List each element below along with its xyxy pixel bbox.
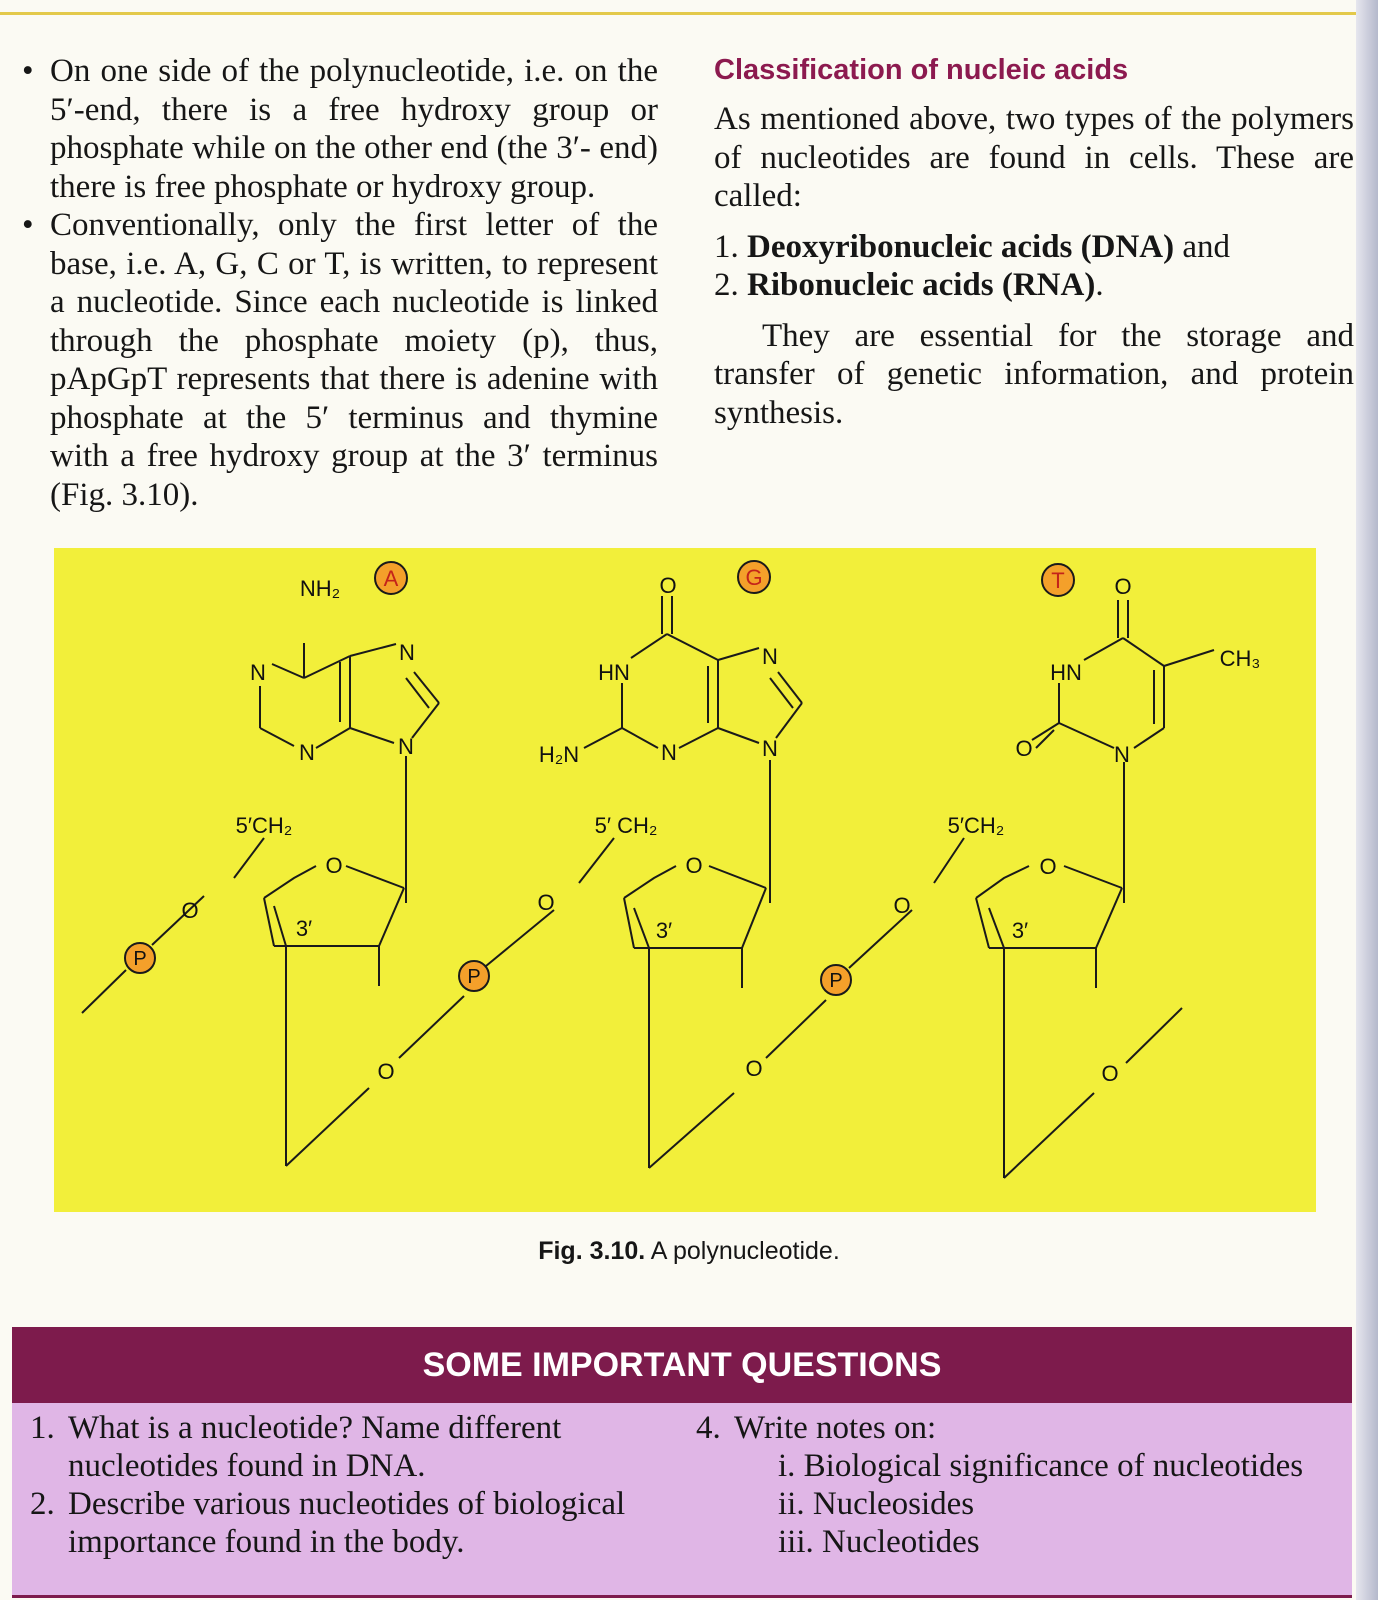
phosphate-label: P [133, 948, 147, 970]
c3-label: 3′ [655, 918, 673, 943]
atom-label: HN [1050, 660, 1082, 685]
list-item: 2. Ribonucleic acids (RNA). [714, 267, 1104, 303]
question-item: 1. What is a nucleotide? Name different [30, 1410, 562, 1446]
intro-paragraph: As mentioned above, two types of the polymers of nucleotides are found in cells. These are called: [714, 101, 1354, 214]
base-letter: T [1051, 568, 1065, 593]
bullet-item: • On one side of the polynucleotide, i.e. on the 5′-end, there is a free hydroxy group or phosphate while on the other end (the 3′- end) there is free phosphate or hydroxy group. [22, 52, 658, 206]
oxygen-label: O [377, 1059, 395, 1084]
question-item: 2. Describe various nucleotides of biological [30, 1486, 626, 1522]
sub-item: iii. Nucleotides [778, 1524, 980, 1560]
ch2-label: 5′CH₂ [235, 813, 293, 838]
right-column [714, 52, 1354, 432]
ring-oxygen-label: O [1039, 854, 1057, 879]
atom-label: N [299, 740, 315, 765]
questions-box [12, 1403, 1352, 1598]
methyl-group-label: CH₃ [1219, 646, 1261, 671]
atom-label: N [399, 640, 415, 665]
oxygen-label: O [181, 898, 199, 923]
c3-label: 3′ [295, 916, 313, 941]
atom-label: N [1114, 742, 1130, 767]
question-item: 4. Write notes on: [696, 1410, 937, 1446]
oxygen-label: O [745, 1056, 763, 1081]
atom-label: N [661, 740, 677, 765]
nucleic-acid-list [714, 228, 1354, 305]
phosphate-label: P [829, 970, 843, 992]
bullet-item: • Conventionally, only the first letter of the base, i.e. A, G, C or T, is written, to represent a nucleotide. Since each nucleotide is linked through the phosphate moiety (p), thus, pApGpT represents that there is adenine with phosphate at the 5′ terminus and thymine with a free hydroxy group at the 3′ terminus (Fig. 3.10). [22, 206, 658, 514]
phosphate-label: P [467, 966, 481, 988]
page-edge [1356, 0, 1378, 1600]
ch2-label: 5′ CH₂ [594, 813, 658, 838]
outro-paragraph: They are essential for the storage and transfer of genetic information, and protein synthesis. [714, 317, 1354, 431]
top-rule [0, 12, 1378, 15]
oxygen-label: O [893, 893, 911, 918]
oxygen-label: O [1101, 1061, 1119, 1086]
amino-group-label: NH₂ [299, 576, 341, 601]
ring-oxygen-label: O [325, 853, 343, 878]
ring-oxygen-label: O [685, 853, 703, 878]
left-column [22, 52, 658, 514]
ch2-label: 5′CH₂ [947, 813, 1005, 838]
section-heading: Classification of nucleic acids [714, 54, 1129, 86]
atom-label: N [762, 736, 778, 761]
oxygen-label: O [537, 890, 555, 915]
carbonyl-oxygen-label: O [1114, 574, 1132, 599]
questions-left: 1. What is a nucleotide? Name different nucleotides found in DNA. 2. Describe various nucleotides of biological importance found in the body. [30, 1409, 670, 1561]
polynucleotide-figure [54, 548, 1316, 1212]
c3-label: 3′ [1011, 918, 1029, 943]
questions-right [696, 1409, 1336, 1561]
carbonyl-oxygen-label: O [659, 573, 677, 598]
sub-item: i. Biological significance of nucleotides [778, 1448, 1304, 1484]
list-item: 1. Deoxyribonucleic acids (DNA) and [714, 228, 1231, 265]
polynucleotide-diagram [54, 548, 1316, 1212]
amino-group-label: H₂N [538, 742, 580, 767]
sub-item: ii. Nucleosides [778, 1486, 975, 1522]
base-letter: G [745, 565, 763, 590]
figure-caption: Fig. 3.10. A polynucleotide. [538, 1237, 840, 1265]
base-letter: A [383, 566, 399, 591]
atom-label: N [762, 644, 778, 669]
atom-label: N [398, 734, 414, 759]
atom-label: N [250, 660, 266, 685]
atom-label: HN [598, 660, 630, 685]
carbonyl-oxygen-label: O [1015, 736, 1033, 761]
questions-title: SOME IMPORTANT QUESTIONS [12, 1327, 1352, 1403]
